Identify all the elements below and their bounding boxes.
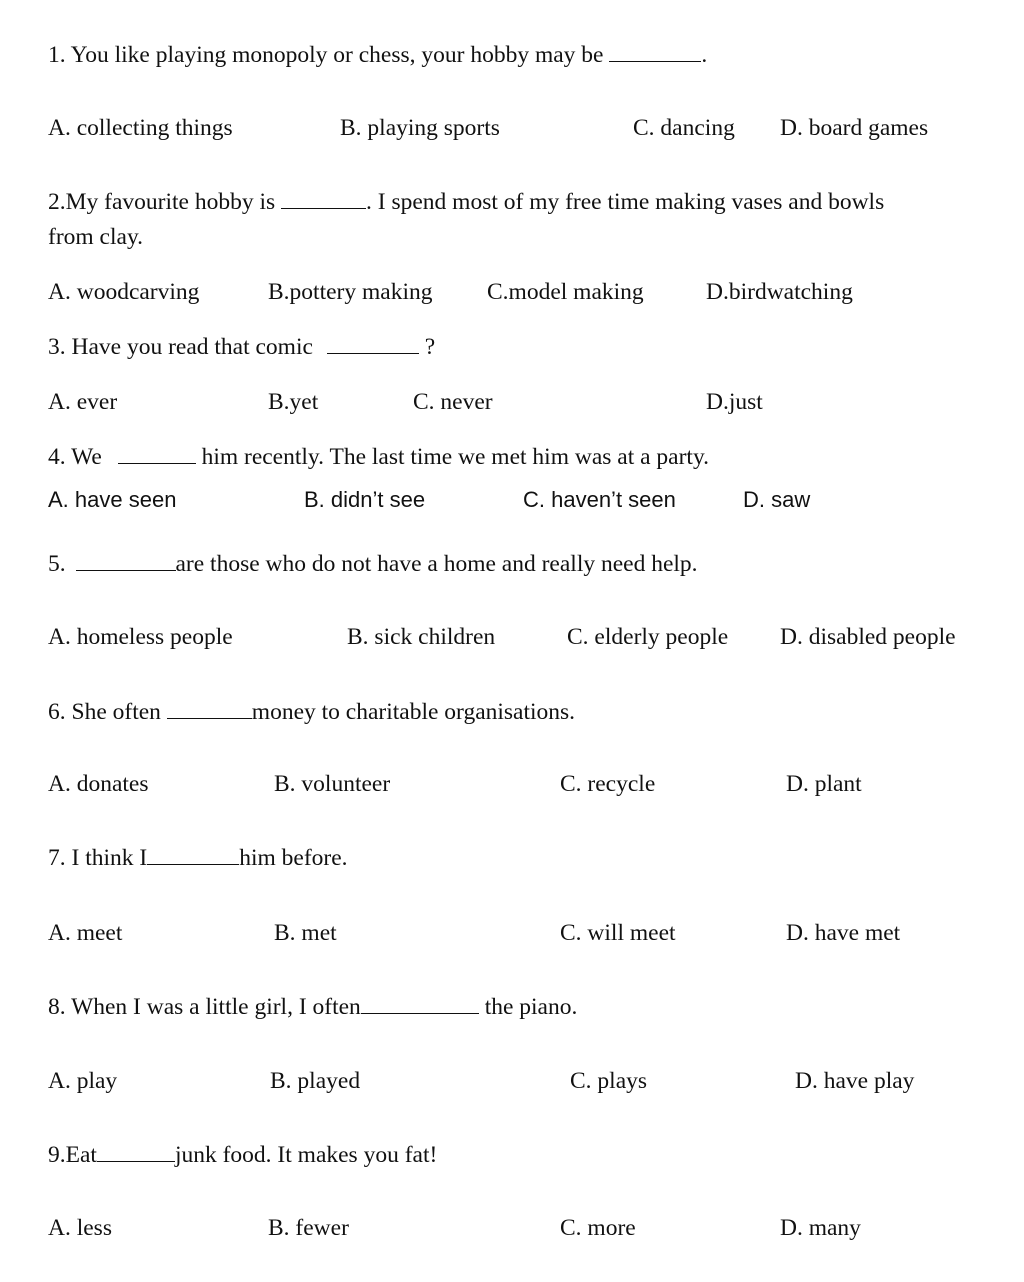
question-7 <box>48 843 348 873</box>
answer-blank <box>281 208 366 209</box>
question-1-option-d[interactable]: D. board games <box>780 115 929 141</box>
question-7-option-a[interactable]: A. meet <box>48 920 123 946</box>
question-7-text-end: him before. <box>239 845 348 871</box>
question-5-option-a[interactable]: A. homeless people <box>48 624 233 650</box>
question-5-text-end: are those who do not have a home and really need help. <box>175 551 698 577</box>
question-1-option-b[interactable]: B. playing sports <box>340 115 500 141</box>
question-2-option-c[interactable]: C.model making <box>487 279 644 305</box>
answer-blank <box>361 1013 479 1014</box>
question-4-option-a[interactable]: A. have seen <box>48 487 177 512</box>
question-7-text: 7. I think I <box>48 845 148 871</box>
question-1-option-a[interactable]: A. collecting things <box>48 115 233 141</box>
question-9-option-d[interactable]: D. many <box>780 1215 861 1241</box>
question-8-option-d[interactable]: D. have play <box>795 1068 915 1094</box>
question-5-option-b[interactable]: B. sick children <box>347 624 496 650</box>
question-4-option-d[interactable]: D. saw <box>743 487 811 512</box>
answer-blank <box>167 718 252 719</box>
answer-blank <box>76 570 176 571</box>
question-3-option-c[interactable]: C. never <box>413 389 493 415</box>
question-6-text: 6. She often <box>48 699 167 725</box>
question-1-option-c[interactable]: C. dancing <box>633 115 735 141</box>
answer-blank <box>118 463 196 464</box>
question-6-option-a[interactable]: A. donates <box>48 771 149 797</box>
question-8-option-a[interactable]: A. play <box>48 1068 118 1094</box>
question-1-text-end: . <box>701 42 708 68</box>
question-4-text: 4. We <box>48 444 108 470</box>
question-5-option-c[interactable]: C. elderly people <box>567 624 729 650</box>
question-2-text: 2.My favourite hobby is <box>48 189 282 215</box>
question-8-text: 8. When I was a little girl, I often <box>48 994 361 1020</box>
question-8-option-c[interactable]: C. plays <box>570 1068 648 1094</box>
question-7-option-d[interactable]: D. have met <box>786 920 901 946</box>
question-8-text-end: the piano. <box>478 994 578 1020</box>
question-6-option-b[interactable]: B. volunteer <box>274 771 391 797</box>
question-9-option-c[interactable]: C. more <box>560 1215 636 1241</box>
question-6 <box>48 697 575 727</box>
question-3-option-b[interactable]: B.yet <box>268 389 319 415</box>
question-8 <box>48 992 577 1022</box>
question-2-text-line2: from clay. <box>48 224 144 250</box>
question-9-text-end: junk food. It makes you fat! <box>174 1142 438 1168</box>
question-4-option-b[interactable]: B. didn’t see <box>304 487 426 512</box>
question-2-option-d[interactable]: D.birdwatching <box>706 279 853 305</box>
question-3 <box>48 332 435 362</box>
question-3-text-end: ? <box>418 334 436 360</box>
answer-blank <box>609 61 701 62</box>
question-3-option-a[interactable]: A. ever <box>48 389 118 415</box>
question-9-text: 9.Eat <box>48 1142 97 1168</box>
question-9-option-a[interactable]: A. less <box>48 1215 112 1241</box>
question-6-option-d[interactable]: D. plant <box>786 771 862 797</box>
answer-blank <box>97 1161 175 1162</box>
question-2 <box>48 187 884 217</box>
question-7-option-c[interactable]: C. will meet <box>560 920 676 946</box>
question-5 <box>48 549 698 579</box>
question-6-option-c[interactable]: C. recycle <box>560 771 656 797</box>
answer-blank <box>327 353 419 354</box>
question-1-text: 1. You like playing monopoly or chess, your hobby may be <box>48 42 610 68</box>
question-5-option-d[interactable]: D. disabled people <box>780 624 956 650</box>
question-4-text-end: him recently. The last time we met him was at a party. <box>195 444 710 470</box>
question-4-option-c[interactable]: C. haven’t seen <box>523 487 676 512</box>
question-2-option-a[interactable]: A. woodcarving <box>48 279 200 305</box>
question-2-text-end: . I spend most of my free time making vases and bowls <box>366 189 885 215</box>
question-4 <box>48 442 709 472</box>
question-2-option-b[interactable]: B.pottery making <box>268 279 433 305</box>
question-6-text-end: money to charitable organisations. <box>251 699 576 725</box>
question-5-text: 5. <box>48 551 72 577</box>
question-9-option-b[interactable]: B. fewer <box>268 1215 349 1241</box>
question-3-option-d[interactable]: D.just <box>706 389 763 415</box>
answer-blank <box>147 864 239 865</box>
question-8-option-b[interactable]: B. played <box>270 1068 361 1094</box>
question-3-text: 3. Have you read that comic <box>48 334 319 360</box>
question-9 <box>48 1140 437 1170</box>
question-1 <box>48 40 707 70</box>
question-7-option-b[interactable]: B. met <box>274 920 337 946</box>
